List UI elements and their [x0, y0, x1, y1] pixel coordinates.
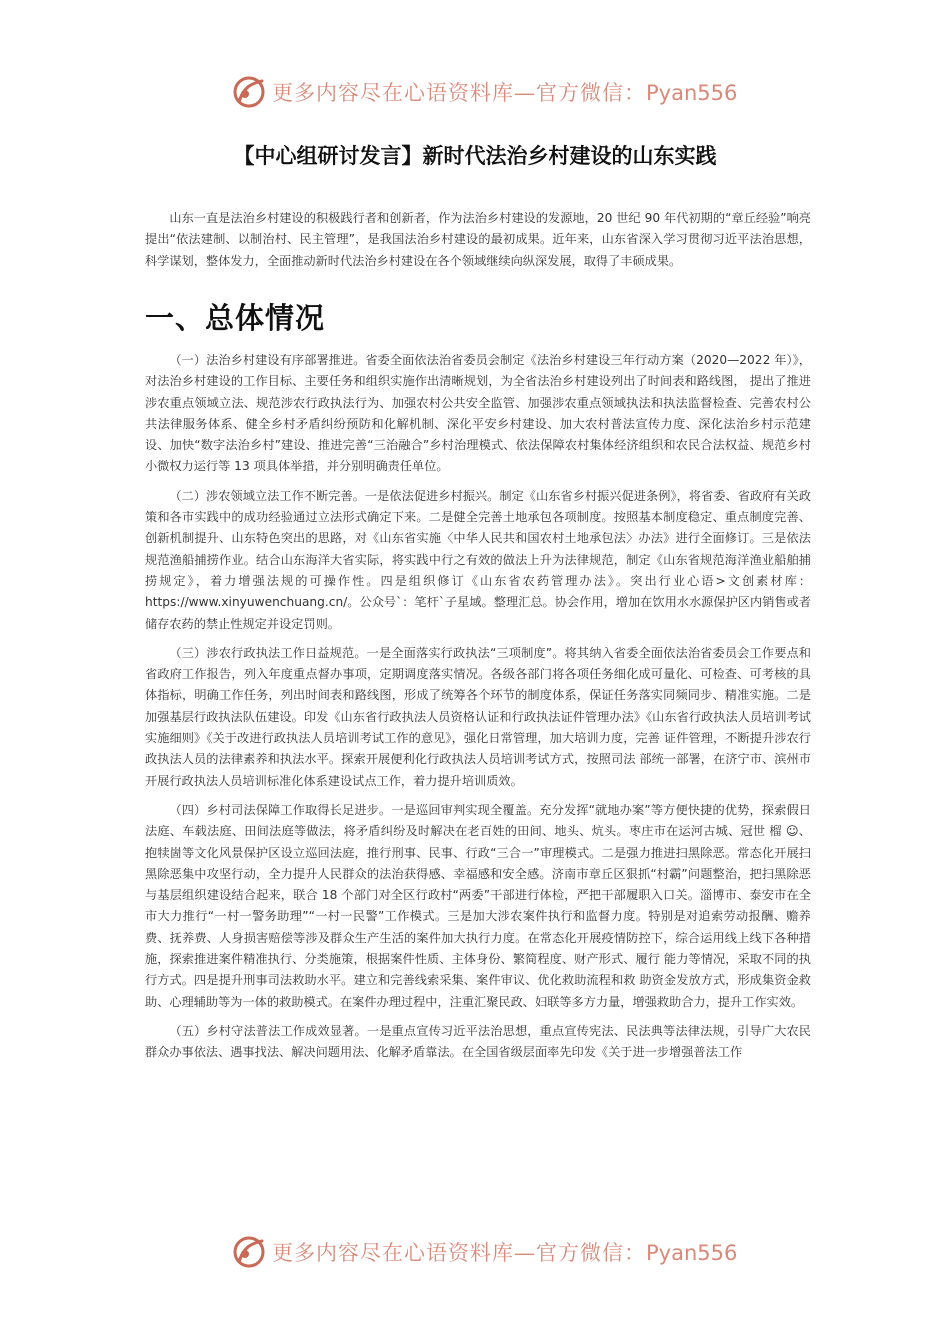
paragraph-1: （一）法治乡村建设有序部署推进。省委全面依法治省委员会制定《法治乡村建设三年行动方案（2020—2022 年）》，对法治乡村建设的工作目标、主要任务和组织实施作出清晰规划，为全省法治乡村建设列出了时间表和路线图， 提出了推进涉农重点领域立法、规范涉农行政执法行为、加强农村公共安全监管、加强涉农重点领域执法和执法监督检查、完善农村公共法律服务体系、健全乡村矛盾纠纷预防和化解机制、深化平安乡村建设、加大农村普法宣传力度、深化法治乡村示范建设、加快“数字法治乡村”建设、推进完善“三治融合”乡村治理模式、依法保障农村集体经济组织和农民合法权益、规范乡村小微权力运行等 13 项具体举措，并分别明确责任单位。: [145, 353, 811, 474]
brand-logo-icon: [232, 75, 266, 109]
paragraph-4: （四）乡村司法保障工作取得长足进步。一是巡回审判实现全覆盖。充分发挥“就地办案”等方便快捷的优势，探索假日法庭、车载法庭、田间法庭等做法，将矛盾纠纷及时解决在老百姓的田间、地头、炕头。枣庄市在运河古城、冠世 榴 ☺、抱犊崮等文化风景保护区设立巡回法庭，推行刑事、民事、行政“三合一”审理模式。二是强力推进扫黑除恶。常态化开展扫黑除恶集中攻坚行动，全力提升人民群众的法治获得感、幸福感和安全感。济南市章丘区狠抓“村霸”问题整治，把扫黑除恶与基层组织建设结合起来，联合 18 个部门对全区行政村“两委”干部进行体检，严把干部履职入口关。淄博市、泰安市在全市大力推行“一村一警务助理”“一村一民警”工作模式。三是加大涉农案件执行和监督力度。特别是对追索劳动报酬、赡养费、抚养费、人身损害赔偿等涉及群众生产生活的案件加大执行力度。在常态化开展疫情防控下，综合运用线上线下各种措施，探索推进案件精准执行、分类施策，根据案件性质、主体身份、繁简程度、财产形式、履行 能力等情况，采取不同的执行方式。四是提升刑事司法救助水平。建立和完善线索采集、案件审议、优化救助流程和救 助资金发放方式，形成集资金救助、心理辅助等为一体的救助模式。在案件办理过程中，注重汇聚民政、妇联等多方力量，增强救助合力，提升工作实效。: [145, 802, 811, 1009]
header-banner: [0, 72, 950, 112]
section-heading: 一、总体情况: [145, 301, 326, 335]
brand-logo-icon: [232, 1235, 266, 1269]
banner-text: 更多内容尽在心语资料库—官方微信：Pyan556: [272, 81, 738, 105]
footer-banner: [0, 1232, 950, 1272]
paragraph-3: （三）涉农行政执法工作日益规范。一是全面落实行政执法“三项制度”。将其纳入省委全面依法治省委员会工作要点和省政府工作报告，列入年度重点督办事项，定期调度落实情况。各级各部门将各项任务细化成可量化、可检查、可考核的具体指标，明确工作任务，列出时间表和路线图，形成了统筹各个环节的制度体系，保证任务落实同频同步、精准实施。二是加强基层行政执法队伍建设。印发《山东省行政执法人员资格认证和行政执法证件管理办法》《山东省行政执法人员培训考试实施细则》《关于改进行政执法人员培训考试工作的意见》，强化日常管理，加大培训力度，完善 证件管理，不断提升涉农行政执法人员的法律素养和执法水平。探索开展便利化行政执法人员培训考试方式，按照司法 部统一部署，在济宁市、滨州市开展行政执法人员培训标准化体系建设试点工作，着力提升培训质效。: [145, 645, 811, 788]
page-title: 【中心组研讨发言】新时代法治乡村建设的山东实践: [233, 144, 717, 168]
intro-paragraph: 山东一直是法治乡村建设的积极践行者和创新者，作为法治乡村建设的发源地，20 世纪 90 年代初期的“章丘经验”响亮提出“依法建制、以制治村、民主管理”，是我国法治乡村建设的最初成果。近年来，山东省深入学习贯彻习近平法治思想，科学谋划，整体发力，全面推动新时代法治乡村建设在各个领域继续向纵深发展，取得了丰硕成果。: [145, 211, 811, 268]
paragraph-5: （五）乡村守法普法工作成效显著。一是重点宣传习近平法治思想，重点宣传宪法、民法典等法律法规，引导广大农民群众办事依法、遇事找法、解决问题用法、化解矛盾靠法。在全国省级层面率先印发《关于进一步增强普法工作: [145, 1023, 811, 1060]
body-text: [145, 350, 811, 1072]
banner-text: 更多内容尽在心语资料库—官方微信：Pyan556: [272, 1241, 738, 1265]
intro-block: [145, 208, 811, 280]
paragraph-2: （二）涉农领域立法工作不断完善。一是依法促进乡村振兴。制定《山东省乡村振兴促进条例》，将省委、省政府有关政策和各市实践中的成功经验通过立法形式确定下来。二是健全完善土地承包各项制度。按照基本制度稳定、重点制度完善、创新机制提升、山东特色突出的思路，对《山东省实施〈中华人民共和国农村土地承包法〉办法》进行全面修订。三是依法规范渔船捕捞作业。结合山东海洋大省实际，将实践中行之有效的做法上升为法律规范，制定《山东省规范海洋渔业船舶捕捞规定》，着力增强法规的可操作性。四是组织修订《山东省农药管理办法》。突出行业心语>文创素材库：https://www.xinyuwenchuang.cn/。公众号`：笔杆`子星域。整理汇总。协会作用，增加在饮用水水源保护区内销售或者储存农药的禁止性规定并设定罚则。: [145, 488, 811, 631]
